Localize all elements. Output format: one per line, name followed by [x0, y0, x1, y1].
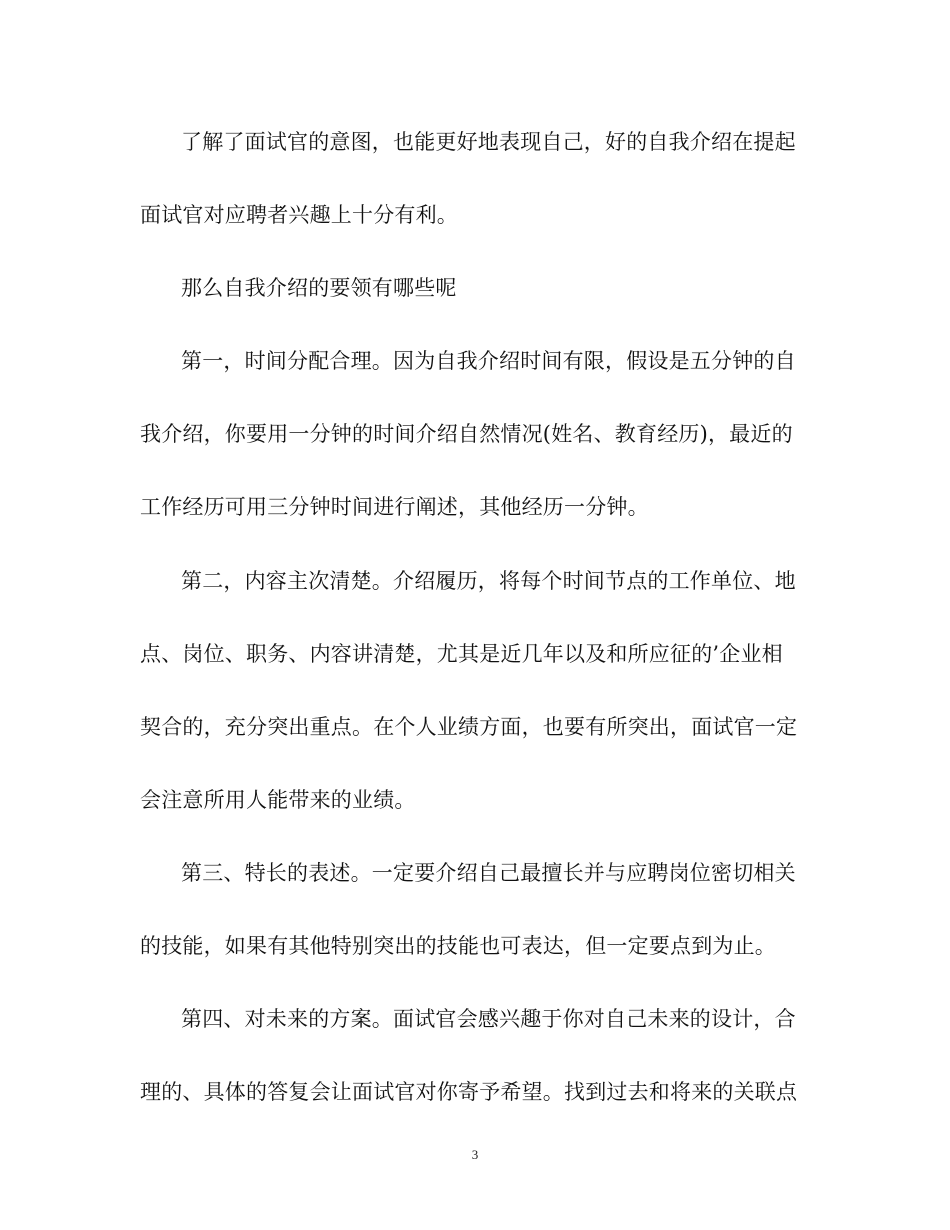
paragraph-line: 契合的，充分突出重点。在个人业绩方面，也要有所突出，面试官一定: [140, 715, 798, 739]
paragraph-line: 工作经历可用三分钟时间进行阐述，其他经历一分钟。: [140, 495, 649, 519]
page-number: 3: [471, 1147, 479, 1162]
paragraph-line: 我介绍，你要用一分钟的时间介绍自然情况(姓名、教育经历)，最近的: [140, 422, 793, 446]
paragraph-line: 理的、具体的答复会让面试官对你寄予希望。找到过去和将来的关联点: [140, 1080, 798, 1104]
paragraph-line: 第二，内容主次清楚。介绍履历，将每个时间节点的工作单位、地: [181, 569, 796, 593]
paragraph-line: 会注意所用人能带来的业绩。: [140, 788, 416, 812]
paragraph-line: 的技能，如果有其他特别突出的技能也可表达，但一定要点到为止。: [140, 934, 776, 958]
paragraph-line: 第三、特长的表述。一定要介绍自己最擅长并与应聘岗位密切相关: [181, 861, 796, 885]
paragraph-line: 面试官对应聘者兴趣上十分有利。: [140, 203, 458, 227]
paragraph-line: 那么自我介绍的要领有哪些呢: [181, 276, 457, 300]
paragraph-line: 了解了面试官的意图，也能更好地表现自己，好的自我介绍在提起: [181, 130, 796, 154]
paragraph-line: 第一，时间分配合理。因为自我介绍时间有限，假设是五分钟的自: [181, 349, 796, 373]
paragraph-line: 点、岗位、职务、内容讲清楚，尤其是近几年以及和所应征的’企业相: [140, 642, 783, 666]
paragraph-line: 第四、对未来的方案。面试官会感兴趣于你对自己未来的设计，合: [181, 1007, 796, 1031]
